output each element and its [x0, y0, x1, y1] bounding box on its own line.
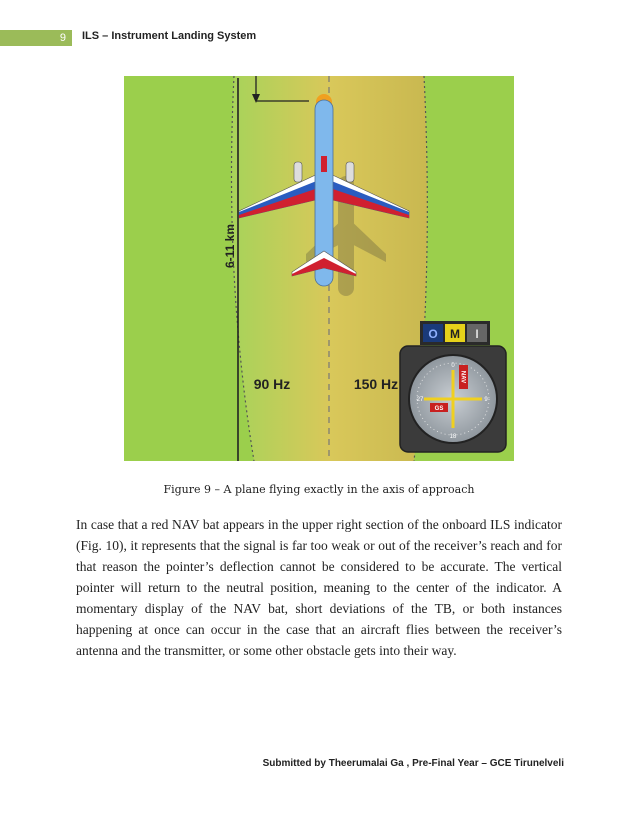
dial-0: 0	[451, 363, 455, 369]
distance-label: 6-11 km	[223, 223, 237, 269]
page-number: 9	[0, 30, 72, 46]
gs-flag-label: GS	[434, 406, 444, 412]
marker-i: I	[475, 327, 479, 341]
nav-flag-label: NAV	[459, 370, 466, 384]
page-footer: Submitted by Theerumalai Ga , Pre-Final Year – GCE Tirunelveli	[262, 758, 564, 769]
marker-o: O	[428, 327, 438, 341]
right-frequency-label: 150 Hz	[353, 376, 399, 392]
marker-beacon-lights	[420, 321, 490, 345]
ils-indicator	[400, 346, 506, 452]
body-paragraph: In case that a red NAV bat appears in the upper right section of the onboard ILS indicator (Fig. 10), it represents that the signal is far too weak or out of the receiver’s reach and for that reason the pointer’s deflection cannot be considered to be accurate. The vertical pointer will return to the neutral position, meaning to the center of the indicator. A momentary display of the NAV bat, short deviations of the TB, or both instances happening at once can occur in the case that an aircraft flies between the receiver’s antenna and the transmitter, or some other obstacle gets into their way.	[76, 517, 562, 658]
marker-m: M	[450, 327, 460, 341]
ils-approach-figure	[124, 76, 514, 461]
running-header-title: ILS – Instrument Landing System	[82, 30, 257, 42]
dial-18: 18	[449, 434, 457, 440]
left-frequency-label: 90 Hz	[253, 376, 291, 392]
dial-9: 9	[484, 397, 488, 403]
dial-27: 27	[416, 397, 424, 403]
figure-caption: Figure 9 – A plane flying exactly in the axis of approach	[163, 483, 475, 496]
